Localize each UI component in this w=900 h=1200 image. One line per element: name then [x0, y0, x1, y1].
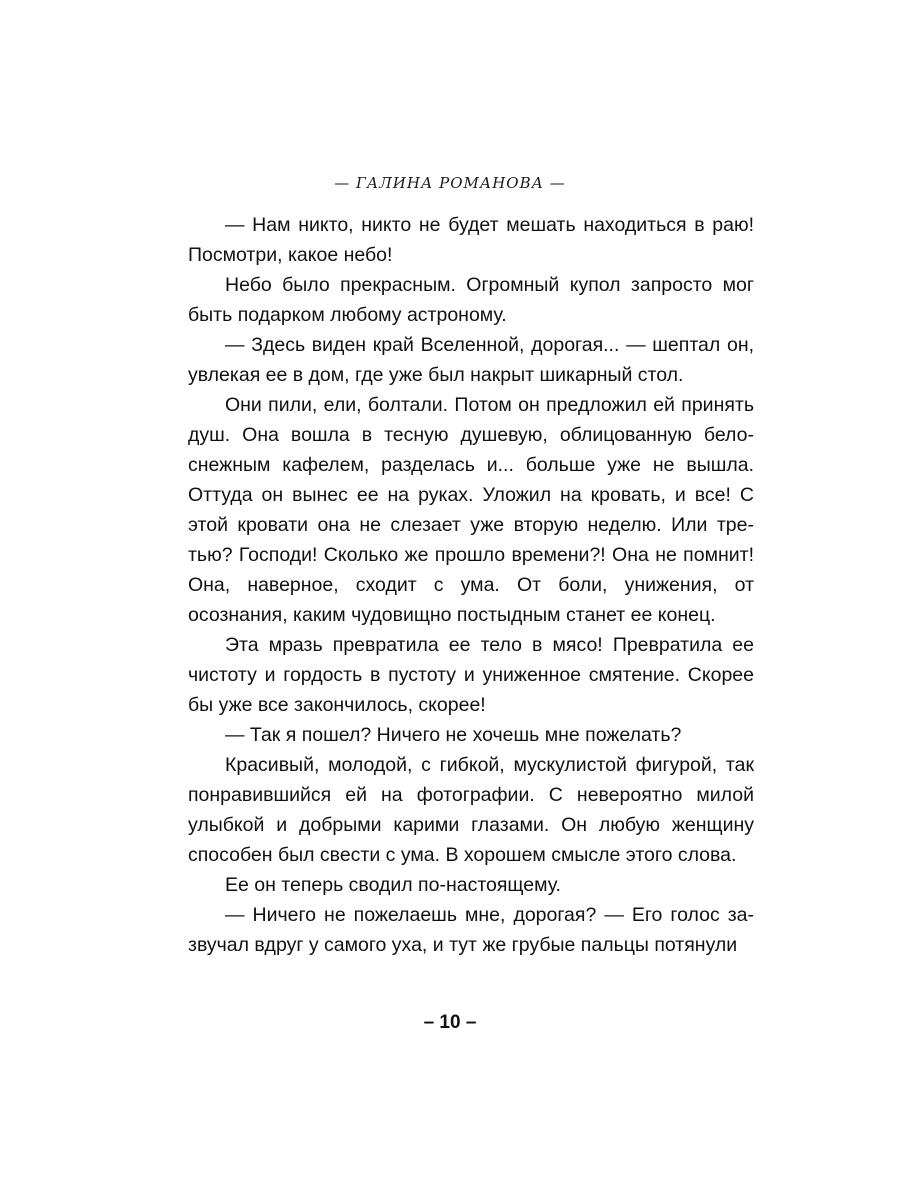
paragraph: Красивый, молодой, с гибкой, мускулистой фигурой, так понравившийся ей на фотографии. С невероятно милой улыбкой и добрыми карими глазами. Он любую женщину способен был свести с ума. В хорошем смысле этого слова. [188, 754, 754, 866]
paragraph: — Нам никто, никто не будет мешать находиться в раю! Посмотри, какое небо! [188, 214, 754, 266]
page-number: – 10 – [423, 1012, 477, 1033]
body-text [188, 210, 754, 960]
paragraph: — Так я пошел? Ничего не хочешь мне пожелать? [225, 724, 682, 746]
paragraph: Небо было прекрасным. Огромный купол запросто мог быть подарком любому астроному. [188, 274, 754, 326]
paragraph: Они пили, ели, болтали. Потом он предложил ей принять душ. Она вошла в тесную душевую, облицованную белоснежным кафелем, разделась и... больше уже не вышла. Оттуда он вынес ее на руках. Уложил на кровать, и все! С этой кровати она не слезает уже вторую неделю. Или третью? Господи! Сколько же прошло времени?! Она не помнит! Она, наверное, сходит с ума. От боли, унижения, от осознания, каким чудовищно постыдным станет ее конец. [188, 394, 754, 626]
paragraph: Ее он теперь сводил по-настоящему. [225, 874, 561, 896]
paragraph: — Ничего не пожелаешь мне, дорогая? — Его голос зазвучал вдруг у самого уха, и тут же грубые пальцы потянули [188, 904, 754, 956]
running-header: — ГАЛИНА РОМАНОВА — [334, 174, 566, 192]
paragraph: Эта мразь превратила ее тело в мясо! Превратила ее чистоту и гордость в пустоту и униженное смятение. Скорее бы уже все закончилось, скорее! [188, 634, 754, 716]
paragraph: — Здесь виден край Вселенной, дорогая... — шептал он, увлекая ее в дом, где уже был накрыт шикарный стол. [188, 334, 754, 386]
